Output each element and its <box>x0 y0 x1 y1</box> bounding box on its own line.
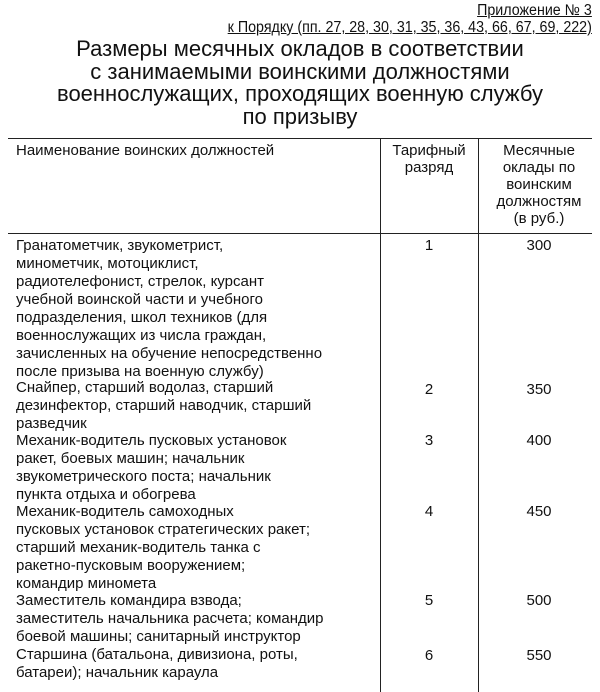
position-line: старший механик-водитель танка с <box>16 539 261 556</box>
table-top-border <box>8 138 592 139</box>
position-line: батареи); начальник караула <box>16 664 219 681</box>
position-line: Гранатометчик, звукометрист, <box>16 237 224 254</box>
position-name <box>16 646 376 682</box>
position-line: пусковых установок стратегических ракет; <box>16 521 311 538</box>
header-text: воинским <box>506 176 572 193</box>
header-tariff-grade <box>380 142 478 176</box>
position-line: учебной воинской части и учебного <box>16 291 263 308</box>
title-line: Размеры месячных окладов в соответствии <box>76 36 524 61</box>
monthly-salary: 400 <box>526 432 552 449</box>
header-text: должностям <box>496 193 582 210</box>
position-line: разведчик <box>16 415 87 432</box>
tariff-grade: 4 <box>424 503 434 520</box>
monthly-salary: 550 <box>526 647 552 664</box>
tariff-grade: 5 <box>424 592 434 609</box>
header-monthly-salary <box>478 142 600 227</box>
appendix-number: Приложение № 3 <box>477 2 592 19</box>
monthly-salary: 450 <box>526 503 552 520</box>
position-line: после призыва на военную службу) <box>16 363 264 380</box>
position-line: звукометрического поста; начальник <box>16 468 271 485</box>
position-line: Заместитель командира взвода; <box>16 592 242 609</box>
position-line: командир миномета <box>16 575 157 592</box>
position-line: заместитель начальника расчета; командир <box>16 610 324 627</box>
position-line: ракетно-пусковым вооружением; <box>16 557 246 574</box>
header-text: Тарифный <box>392 142 466 159</box>
monthly-salary: 300 <box>526 237 552 254</box>
tariff-grade: 2 <box>424 381 434 398</box>
position-line: Механик-водитель пусковых установок <box>16 432 287 449</box>
position-line: радиотелефонист, стрелок, курсант <box>16 273 264 290</box>
monthly-salary: 350 <box>526 381 552 398</box>
header-text: оклады по <box>502 159 576 176</box>
document-title <box>0 38 600 128</box>
appendix-reference <box>228 2 592 36</box>
position-line: минометчик, мотоциклист, <box>16 255 199 272</box>
position-line: Механик-водитель самоходных <box>16 503 234 520</box>
position-line: пункта отдыха и обогрева <box>16 486 196 503</box>
tariff-grade: 1 <box>424 237 434 254</box>
header-text: (в руб.) <box>513 210 565 227</box>
header-text: Наименование воинских должностей <box>16 142 275 159</box>
position-line: Старшина (батальона, дивизиона, роты, <box>16 646 298 663</box>
appendix-procedure-reference: к Порядку (пп. 27, 28, 30, 31, 35, 36, 43, 66, 67, 69, 222) <box>227 19 592 36</box>
position-line: подразделения, школ техников (для <box>16 309 268 326</box>
title-line: с занимаемыми воинскими должностями <box>90 58 510 84</box>
position-line: дезинфектор, старший наводчик, старший <box>16 397 312 414</box>
tariff-grade: 6 <box>424 647 434 664</box>
position-line: военнослужащих из числа граждан, <box>16 327 267 344</box>
position-name <box>16 503 376 593</box>
monthly-salary: 500 <box>526 592 552 609</box>
position-line: Снайпер, старший водолаз, старший <box>16 379 274 396</box>
tariff-grade: 3 <box>424 432 434 449</box>
position-name <box>16 379 376 433</box>
title-line: по призыву <box>242 103 358 129</box>
position-line: боевой машины; санитарный инструктор <box>16 628 301 645</box>
position-line: зачисленных на обучение непосредственно <box>16 345 323 362</box>
position-name <box>16 237 376 381</box>
header-text: разряд <box>404 159 454 176</box>
header-text: Месячные <box>503 142 575 159</box>
position-name <box>16 592 376 646</box>
position-name <box>16 432 376 504</box>
title-line: военнослужащих, проходящих военную службу <box>57 81 543 106</box>
header-position-name <box>16 142 274 159</box>
position-line: ракет, боевых машин; начальник <box>16 450 245 467</box>
header-bottom-border <box>8 233 592 234</box>
